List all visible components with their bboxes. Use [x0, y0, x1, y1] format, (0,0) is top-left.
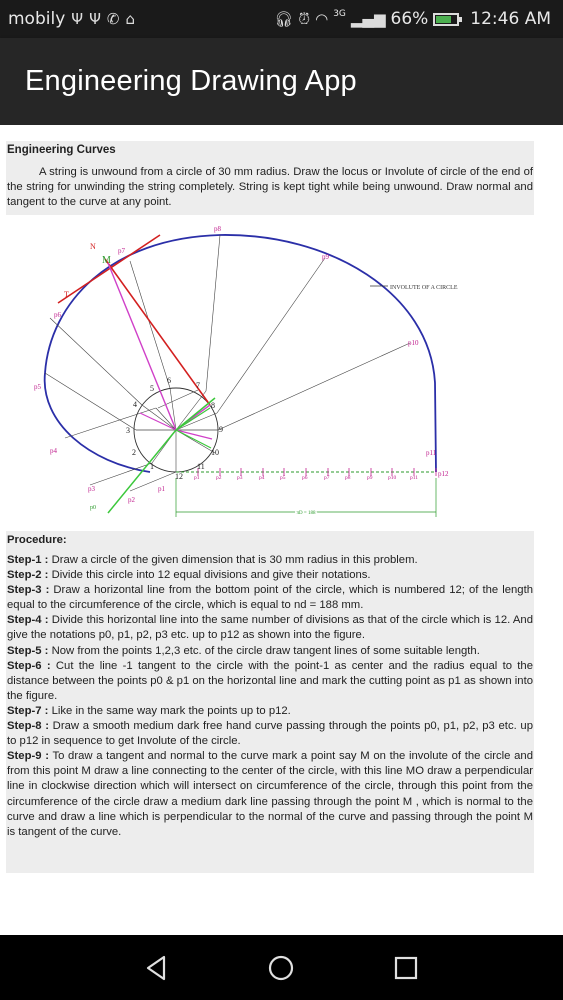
step-4: [7, 613, 533, 643]
battery-percent: 66%: [390, 9, 429, 29]
circle-num-11: 11: [197, 462, 205, 471]
involute-curve: [45, 235, 436, 472]
involute-p3: p3: [88, 485, 95, 493]
headset-icon: 🎧︎: [274, 10, 294, 28]
alarm-icon: ⏰︎: [298, 10, 311, 28]
step-label: Step-2 :: [7, 569, 49, 582]
home-icon: ⌂: [125, 10, 135, 28]
usb-icon: Ψ: [89, 10, 101, 28]
line-p2: p2: [216, 475, 222, 481]
section-heading: Engineering Curves: [7, 144, 116, 156]
procedure-heading: Procedure:: [7, 534, 67, 546]
label-n: N: [90, 242, 96, 251]
wifi-icon: ◠: [315, 10, 329, 28]
circle-num-7: 7: [196, 381, 200, 390]
app-title: Engineering Drawing App: [25, 65, 357, 97]
label-p0: p0: [90, 505, 96, 511]
line-p9: p9: [367, 475, 373, 481]
green-construction-1: [108, 430, 176, 513]
status-bar: [0, 0, 563, 38]
step-5: [7, 644, 533, 659]
tangent-line: [58, 235, 160, 303]
dimension-label: πD = 188: [296, 511, 316, 516]
involute-figure: [30, 223, 470, 523]
label-t: T: [64, 290, 69, 299]
step-7: [7, 704, 533, 719]
line-p6: p6: [302, 475, 308, 481]
circle-num-9: 9: [219, 425, 223, 434]
step-text: Divide this horizontal line into the same number of divisions as that of the circle which is 12. And give the notations p0, p1, p2, p3 etc. up to p12 as shown into the figure.: [7, 614, 533, 642]
line-p11: p11: [410, 475, 419, 481]
step-text: Cut the line -1 tangent to the circle with the point-1 as center and the radius equal to the distance between the points p0 & p1 on the horizontal line and mark the cutting point as p1 as shown into the figure.: [7, 659, 533, 702]
step-label: Step-9 :: [7, 750, 49, 763]
circle-num-1: 1: [150, 462, 154, 471]
signal-icon: ▂▄▆: [350, 10, 386, 28]
step-label: Step-1 :: [7, 554, 49, 566]
line-p5: p5: [280, 475, 286, 481]
step-text: To draw a tangent and normal to the curve mark a point say M on the involute of the circle and from this point M draw a line connecting to the center of the circle, with this line MO draw a perpendicular line in clockwise direction which will intersect on circumference of the circle, through this point from the circumference of the circle draw a medium dark line passing through the point M , which is normal to the curve and draw a line which is perpendicular to the normal of the curve and passing through the point M is tangent of the curve.: [7, 750, 533, 838]
circle-num-2: 2: [132, 448, 136, 457]
involute-p8: p8: [214, 225, 221, 233]
step-3: [7, 583, 533, 613]
status-right: [274, 0, 551, 38]
step-8: [7, 719, 533, 749]
figure-caption: INVOLUTE OF A CIRCLE: [390, 285, 458, 291]
step-text: Draw a circle of the given dimension that is 30 mm radius in this problem.: [48, 554, 418, 566]
procedure-section: [6, 531, 534, 873]
circle-num-3: 3: [126, 426, 130, 435]
line-p7: p7: [324, 475, 330, 481]
navigation-bar: [0, 935, 563, 1000]
line-p3: p3: [237, 475, 243, 481]
step-text: Like in the same way mark the points up to p12.: [48, 704, 291, 717]
involute-p7: p7: [118, 247, 125, 255]
step-label: Step-3 :: [7, 584, 50, 597]
step-label: Step-8 :: [7, 720, 49, 733]
battery-fill: [436, 16, 451, 23]
step-text: Draw a smooth medium dark free hand curve passing through the points p0, p1, p2, p3 etc. up to p12 in sequence to get Involute of the circle.: [7, 720, 533, 748]
home-icon[interactable]: [265, 952, 297, 984]
involute-p5: p5: [34, 383, 41, 391]
line-p10: p10: [388, 475, 397, 481]
circle-num-12: 12: [175, 472, 183, 481]
step-label: Step-5 :: [7, 644, 49, 657]
involute-p6: p6: [54, 311, 61, 319]
procedure-steps: [7, 553, 533, 840]
line-p1: p1: [194, 475, 200, 481]
line-p4: p4: [259, 475, 265, 481]
status-left: [8, 0, 135, 38]
recents-icon[interactable]: [390, 952, 422, 984]
involute-p12: p12: [438, 470, 449, 478]
battery-icon: [433, 13, 459, 26]
step-label: Step-4 :: [7, 614, 49, 627]
carrier-name: mobily: [8, 9, 66, 29]
step-text: Now from the points 1,2,3 etc. of the circle draw tangent lines of some suitable length.: [48, 644, 480, 657]
app-bar: [0, 38, 563, 125]
step-text: Divide this circle into 12 equal divisions and give their notations.: [48, 569, 371, 582]
involute-p11: p11: [426, 449, 437, 457]
green-construction-2: [176, 398, 215, 430]
phone-icon: ✆: [106, 10, 120, 28]
involute-p9: p9: [322, 253, 329, 261]
network-type: 3G: [333, 9, 346, 19]
content-area[interactable]: [0, 125, 563, 935]
label-m: M: [102, 255, 111, 266]
circle-num-10: 10: [211, 448, 219, 457]
step-9: [7, 749, 533, 840]
circle-num-8: 8: [211, 401, 215, 410]
intro-section: [6, 141, 534, 215]
involute-p10: p10: [408, 339, 419, 347]
involute-p4: p4: [50, 447, 57, 455]
step-2: [7, 568, 533, 583]
involute-p1: p1: [158, 485, 165, 493]
line-p8: p8: [345, 475, 351, 481]
step-1: [7, 553, 533, 568]
step-label: Step-7 :: [7, 704, 49, 717]
circle-num-6: 6: [167, 376, 171, 385]
circle-num-5: 5: [150, 384, 154, 393]
step-text: Draw a horizontal line from the bottom point of the circle, which is numbered 12; of the length equal to the circumference of the circle, which is equal to nd = 188 mm.: [7, 584, 533, 612]
usb-icon: Ψ: [71, 10, 84, 28]
step-6: [7, 659, 533, 704]
step-label: Step-6 :: [7, 659, 51, 672]
involute-p2: p2: [128, 496, 135, 504]
back-icon[interactable]: [140, 952, 172, 984]
circle-num-4: 4: [133, 400, 137, 409]
problem-statement: A string is unwound from a circle of 30 mm radius. Draw the locus or Involute of circle of the end of the string for unwinding the string completely. String is kept tight while being unwound. Draw normal and tangent to the curve at any point.: [7, 166, 533, 208]
clock: 12:46 AM: [470, 9, 551, 29]
